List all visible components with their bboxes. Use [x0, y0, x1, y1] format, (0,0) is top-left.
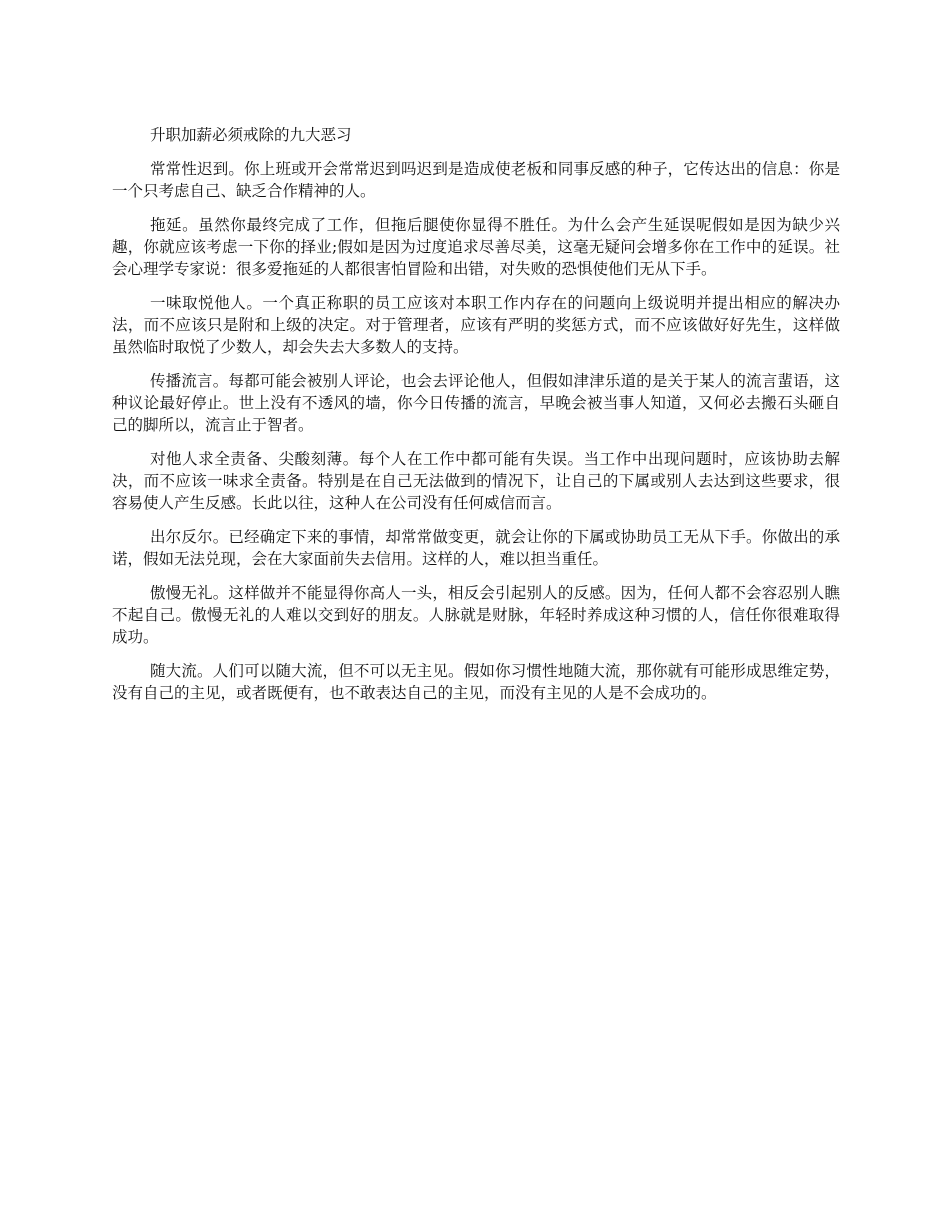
paragraph-gossip: 传播流言。每都可能会被别人评论，也会去评论他人，但假如津津乐道的是关于某人的流言蜚语，这种议论最好停止。世上没有不透风的墙，你今日传播的流言，早晚会被当事人知道，又何必去搬石头砸自己的脚所以，流言止于智者。	[112, 372, 840, 434]
paragraph-lateness: 常常性迟到。你上班或开会常常迟到吗迟到是造成使老板和同事反感的种子，它传达出的信息：你是一个只考虑自己、缺乏合作精神的人。	[112, 160, 840, 200]
document-title: 升职加薪必须戒除的九大恶习	[150, 126, 352, 144]
paragraph-conformity: 随大流。人们可以随大流，但不可以无主见。假如你习惯性地随大流，那你就有可能形成思维定势，没有自己的主见，或者既便有，也不敢表达自己的主见，而没有主见的人是不会成功的。	[112, 662, 840, 702]
paragraph-inconsistency: 出尔反尔。已经确定下来的事情，却常常做变更，就会让你的下属或协助员工无从下手。你做出的承诺，假如无法兑现，会在大家面前失去信用。这样的人，难以担当重任。	[112, 528, 840, 568]
paragraph-arrogance: 傲慢无礼。这样做并不能显得你高人一头，相反会引起别人的反感。因为，任何人都不会容忍别人瞧不起自己。傲慢无礼的人难以交到好的朋友。人脉就是财脉，年轻时养成这种习惯的人，信任你很难取得成功。	[112, 584, 840, 646]
paragraph-people-pleasing: 一味取悦他人。一个真正称职的员工应该对本职工作内存在的问题向上级说明并提出相应的解决办法，而不应该只是附和上级的决定。对于管理者，应该有严明的奖惩方式，而不应该做好好先生，这样做虽然临时取悦了少数人，却会失去大多数人的支持。	[112, 294, 840, 356]
paragraph-procrastination: 拖延。虽然你最终完成了工作，但拖后腿使你显得不胜任。为什么会产生延误呢假如是因为缺少兴趣，你就应该考虑一下你的择业;假如是因为过度追求尽善尽美，这毫无疑问会增多你在工作中的延误。社会心理学专家说：很多爱拖延的人都很害怕冒险和出错，对失败的恐惧使他们无从下手。	[112, 216, 840, 278]
document-page	[112, 124, 840, 716]
paragraph-harshness: 对他人求全责备、尖酸刻薄。每个人在工作中都可能有失误。当工作中出现问题时，应该协助去解决，而不应该一味求全责备。特别是在自己无法做到的情况下，让自己的下属或别人去达到这些要求，很容易使人产生反感。长此以往，这种人在公司没有任何威信而言。	[112, 450, 840, 512]
